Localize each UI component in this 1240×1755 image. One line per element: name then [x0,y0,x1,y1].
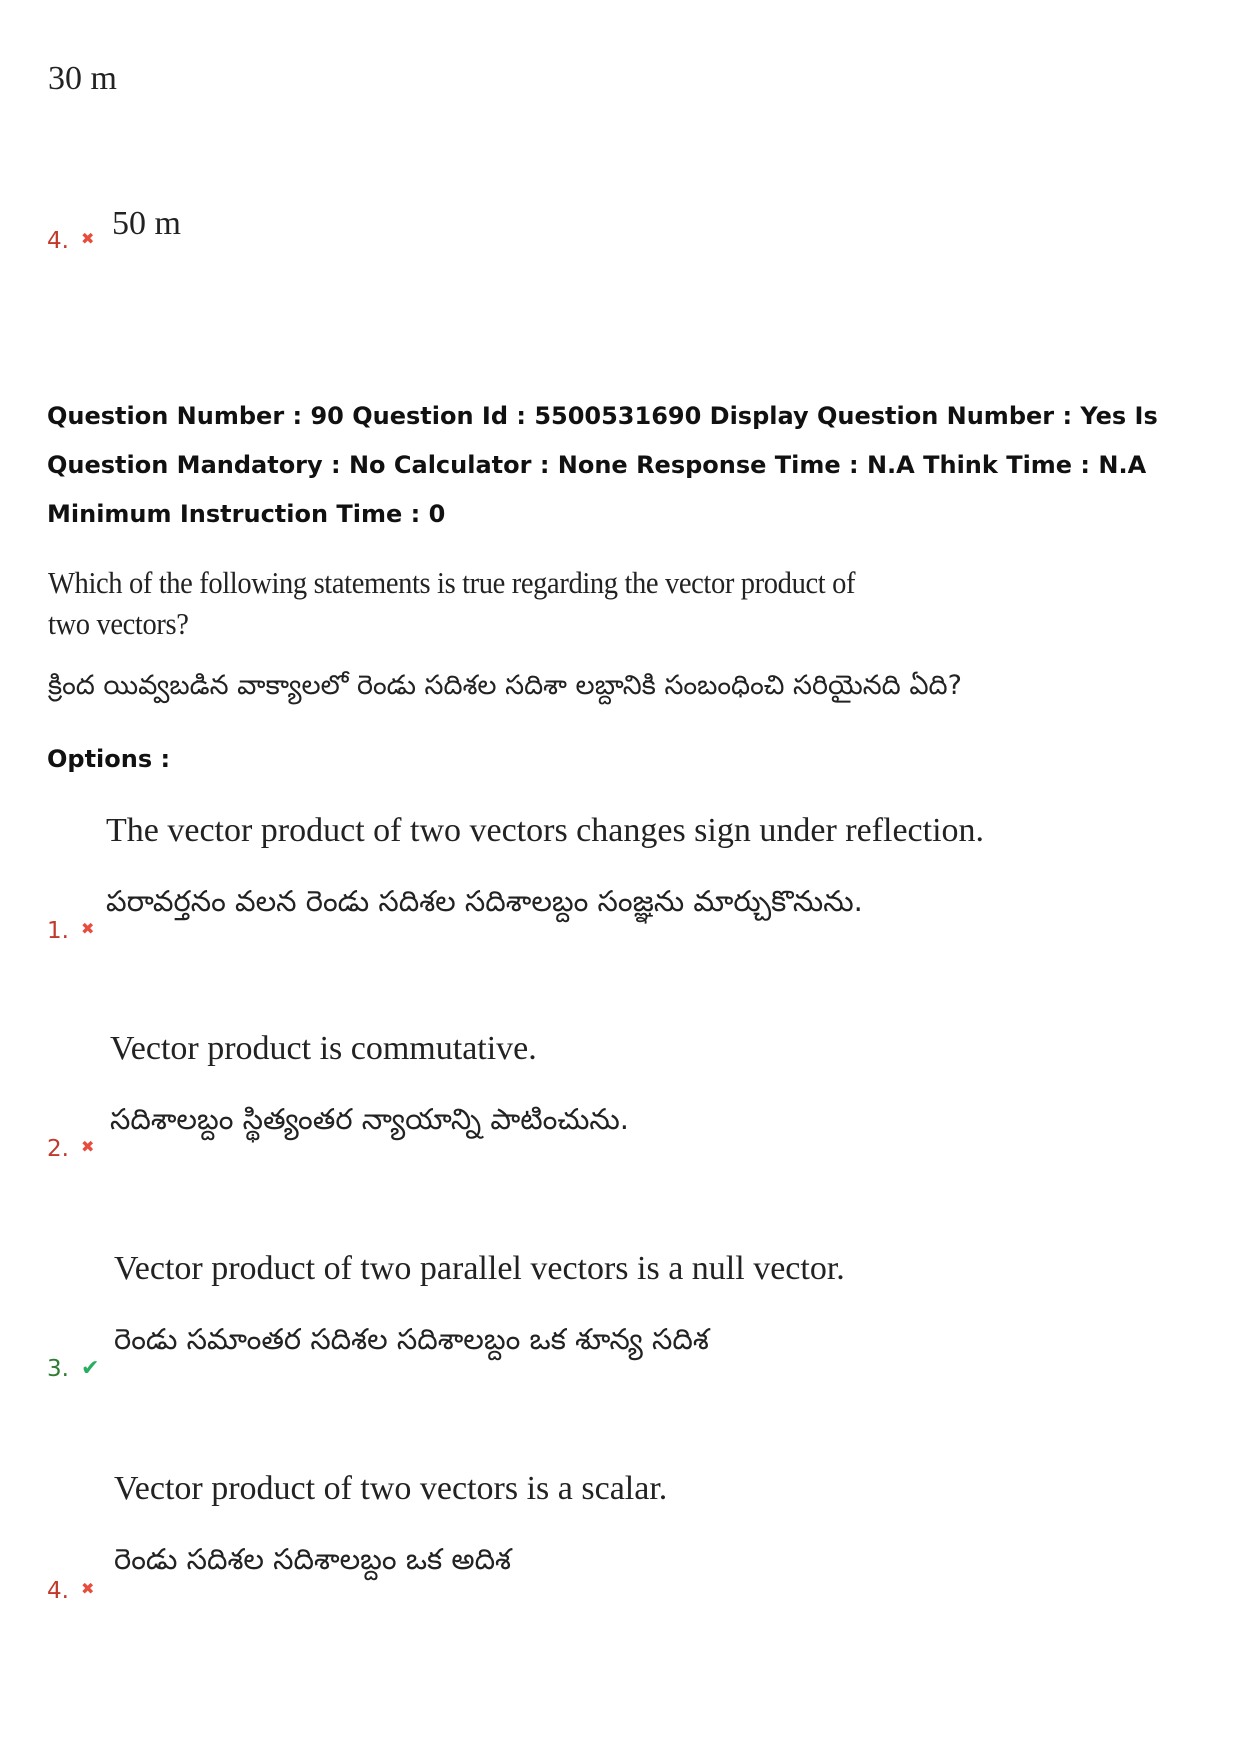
question-text-en: Which of the following statements is true regarding the vector product of two vectors? [48,565,856,641]
option-1-text-te: పరావర్తనం వలన రెండు సదిశల సదిశాలబ్దం సంజ్ఞను మార్చుకొనును. [106,884,863,918]
option-3-text-te: రెండు సమాంతర సదిశల సదిశాలబ్దం ఒక శూన్య సదిశ [114,1322,709,1356]
option-number: 4. [47,228,69,254]
option-number: 4. [47,1578,69,1604]
question-meta: Question Number : 90 Question Id : 5500531690 Display Question Number : Yes Is Question Mandatory : No Calculator : None Response Time : N.A Think Time : N.A Minimum Instruction Time : 0 [47,402,1158,528]
option-4-text-en: Vector product of two vectors is a scalar. [114,1470,668,1507]
wrong-icon: ✖ [80,1137,95,1156]
option-2-marker [47,1136,94,1162]
option-3-marker [47,1356,99,1382]
wrong-icon: ✖ [80,1579,95,1598]
question-text-te: క్రింద యివ్వబడిన వాక్యాలలో రెండు సదిశల సదిశా లబ్దానికి సంబంధించి సరియైనది ఏది? [48,670,962,701]
prev-option-3-text: 30 m [48,60,117,97]
option-number: 2. [47,1136,69,1162]
prev-option-4 [47,228,94,254]
option-1-text-en: The vector product of two vectors changes sign under reflection. [106,812,985,849]
option-2-text-en: Vector product is commutative. [110,1030,537,1067]
option-4-marker [47,1578,94,1604]
option-number: 1. [47,918,69,944]
option-1-marker [47,918,94,944]
option-2-text-te: సదిశాలబ్దం స్థిత్యంతర న్యాయాన్ని పాటించును. [110,1102,629,1136]
option-3-text-en: Vector product of two parallel vectors is a null vector. [114,1250,845,1287]
wrong-icon: ✖ [80,229,95,248]
option-4-text-te: రెండు సదిశల సదిశాలబ్దం ఒక అదిశ [114,1542,511,1576]
options-label: Options : [47,745,171,773]
prev-option-4-text: 50 m [112,205,181,242]
wrong-icon: ✖ [80,919,95,938]
option-number: 3. [47,1356,69,1382]
check-icon: ✔ [80,1356,100,1381]
